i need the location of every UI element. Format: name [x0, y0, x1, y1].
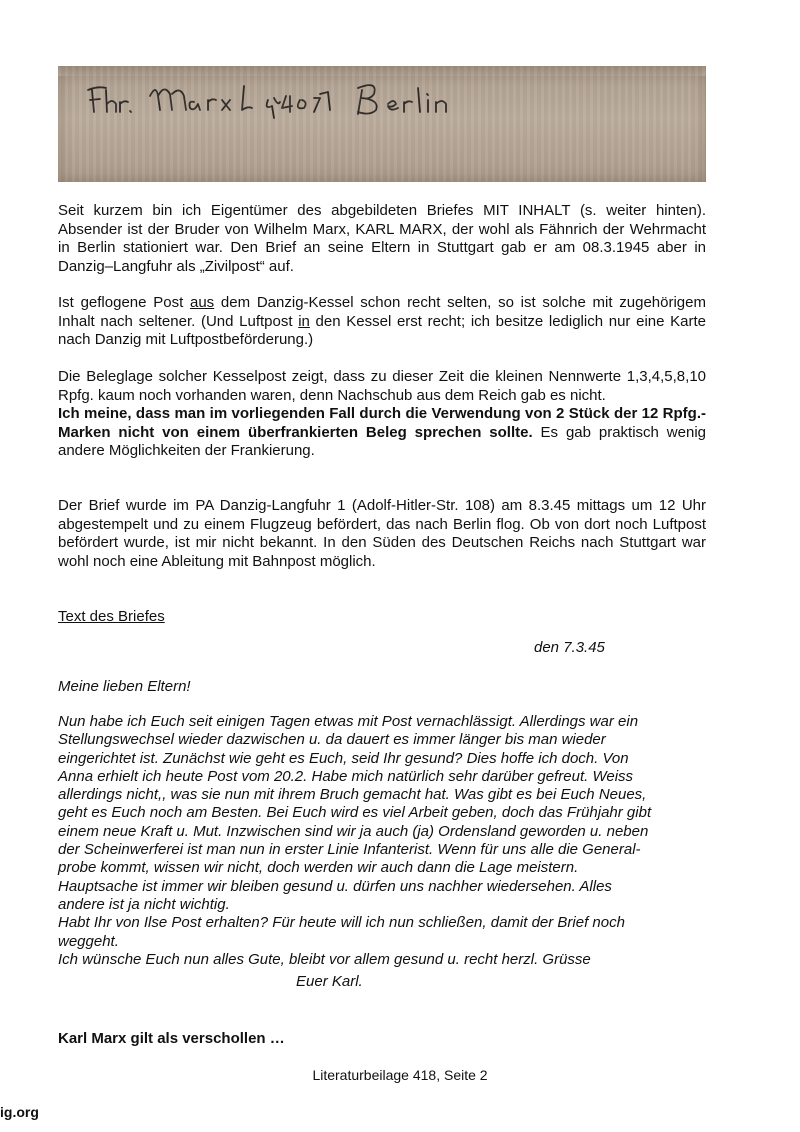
corner-url-fragment: ig.org	[0, 1104, 39, 1120]
letter-line: Habt Ihr von Ilse Post erhalten? Für heute will ich nun schließen, damit der Brief noch	[58, 914, 625, 932]
letter-line: andere ist ja nicht wichtig.	[58, 895, 230, 913]
paragraph-3	[58, 368, 706, 461]
letter-line: probe kommt, wissen wir nicht, doch werden wir auch dann die Lage meistern.	[58, 859, 579, 877]
letter-line: eingerichtet ist. Zunächst wie geht es Euch, seid Ihr gesund? Dies hoffe ich doch. Von	[58, 749, 629, 767]
paragraph-2-part1: Ist geflogene Post	[58, 294, 190, 311]
paragraph-2-underlined-in: in	[298, 312, 310, 330]
letter-signature: Euer Karl.	[296, 973, 363, 990]
letter-line: einem neue Kraft u. Mut. Inzwischen sind wir ja auch (ja) Ordensland geworden u. neben	[58, 822, 649, 840]
letter-salutation: Meine lieben Eltern!	[58, 678, 191, 695]
paragraph-1-text: Seit kurzem bin ich Eigentümer des abgebildeten Briefes MIT INHALT (s. weiter hinten). Absender ist der Bruder von Wilhelm Marx, KARL MARX, der wohl als Fähnrich der Wehrmacht in Berlin stationiert war. Den Brief an seine Eltern in Stuttgart gab er am 08.3.1945 aber in Danzig–Langfuhr als „Zivilpost“ auf.	[58, 202, 706, 275]
letter-line: der Scheinwerferei ist man nun in erster Linie Infanterist. Wenn für uns alle die General-	[58, 841, 641, 859]
letter-line: geht es Euch noch am Besten. Bei Euch wird es viel Arbeit geben, doch das Frühjahr gibt	[58, 804, 652, 822]
paragraph-3-bold: Ich meine, dass man im vorliegenden Fall durch die Verwendung von 2 Stück der 12 Rpfg.-Marken nicht von einem überfrankierten Beleg sprechen sollte.	[58, 405, 706, 441]
paragraph-2-part3: den Kessel erst recht; ich besitze lediglich nur eine Karte nach Danzig mit Luftpostbeförderung.)	[58, 312, 706, 349]
paragraph-2	[58, 294, 706, 350]
paragraph-2-part2: dem Danzig-Kessel schon recht selten, so ist solche mit zugehörigem Inhalt nach seltener. (Und Luftpost	[58, 294, 706, 330]
page-footer: Literaturbeilage 418, Seite 2	[312, 1067, 488, 1083]
envelope-image	[58, 66, 706, 182]
letter-date: den 7.3.45	[534, 639, 605, 656]
handwritten-address	[58, 66, 706, 182]
letter-line: Ich wünsche Euch nun alles Gute, bleibt vor allem gesund u. recht herzl. Grüsse	[58, 950, 591, 968]
section-heading: Text des Briefes	[58, 608, 165, 625]
paragraph-4-text: Der Brief wurde im PA Danzig-Langfuhr 1 (Adolf-Hitler-Str. 108) am 8.3.45 mittags um 12 Uhr abgestempelt und zu einem Flugzeug befördert, das nach Berlin flog. Ob von dort noch Luftpost befördert wurde, ist mir nicht bekannt. In den Süden des Deutschen Reichs nach Stuttgart war wohl noch eine Ableitung mit Bahnpost möglich.	[58, 497, 706, 570]
letter-body	[58, 713, 718, 969]
paragraph-4	[58, 497, 706, 571]
letter-line: Hauptsache ist immer wir bleiben gesund u. dürfen uns nachher wiedersehen. Alles	[58, 877, 612, 895]
letter-line: Nun habe ich Euch seit einigen Tagen etwas mit Post vernachlässigt. Allerdings war ein	[58, 713, 639, 730]
closing-note: Karl Marx gilt als verschollen …	[58, 1030, 285, 1047]
letter-line: allerdings nicht,, was sie nun mit ihrem Bruch gemacht hat. Was gibt es bei Euch Neues,	[58, 786, 647, 804]
letter-line: Stellungswechsel wieder dazwischen u. da dauert es immer länger bis man wieder	[58, 731, 606, 749]
paragraph-3-text: Die Beleglage solcher Kesselpost zeigt, dass zu dieser Zeit die kleinen Nennwerte 1,3,4,5,8,10 Rpfg. kaum noch vorhanden waren, denn Nachschub aus dem Reich gab es nicht.	[58, 368, 706, 404]
paragraph-3-tail: Es gab praktisch wenig andere Möglichkeiten der Frankierung.	[58, 423, 706, 460]
letter-line: Anna erhielt ich heute Post vom 20.2. Habe mich natürlich sehr darüber gefreut. Weiss	[58, 767, 634, 785]
paragraph-1	[58, 202, 706, 276]
letter-line: weggeht.	[58, 932, 119, 950]
paragraph-2-underlined-aus: aus	[189, 294, 215, 311]
